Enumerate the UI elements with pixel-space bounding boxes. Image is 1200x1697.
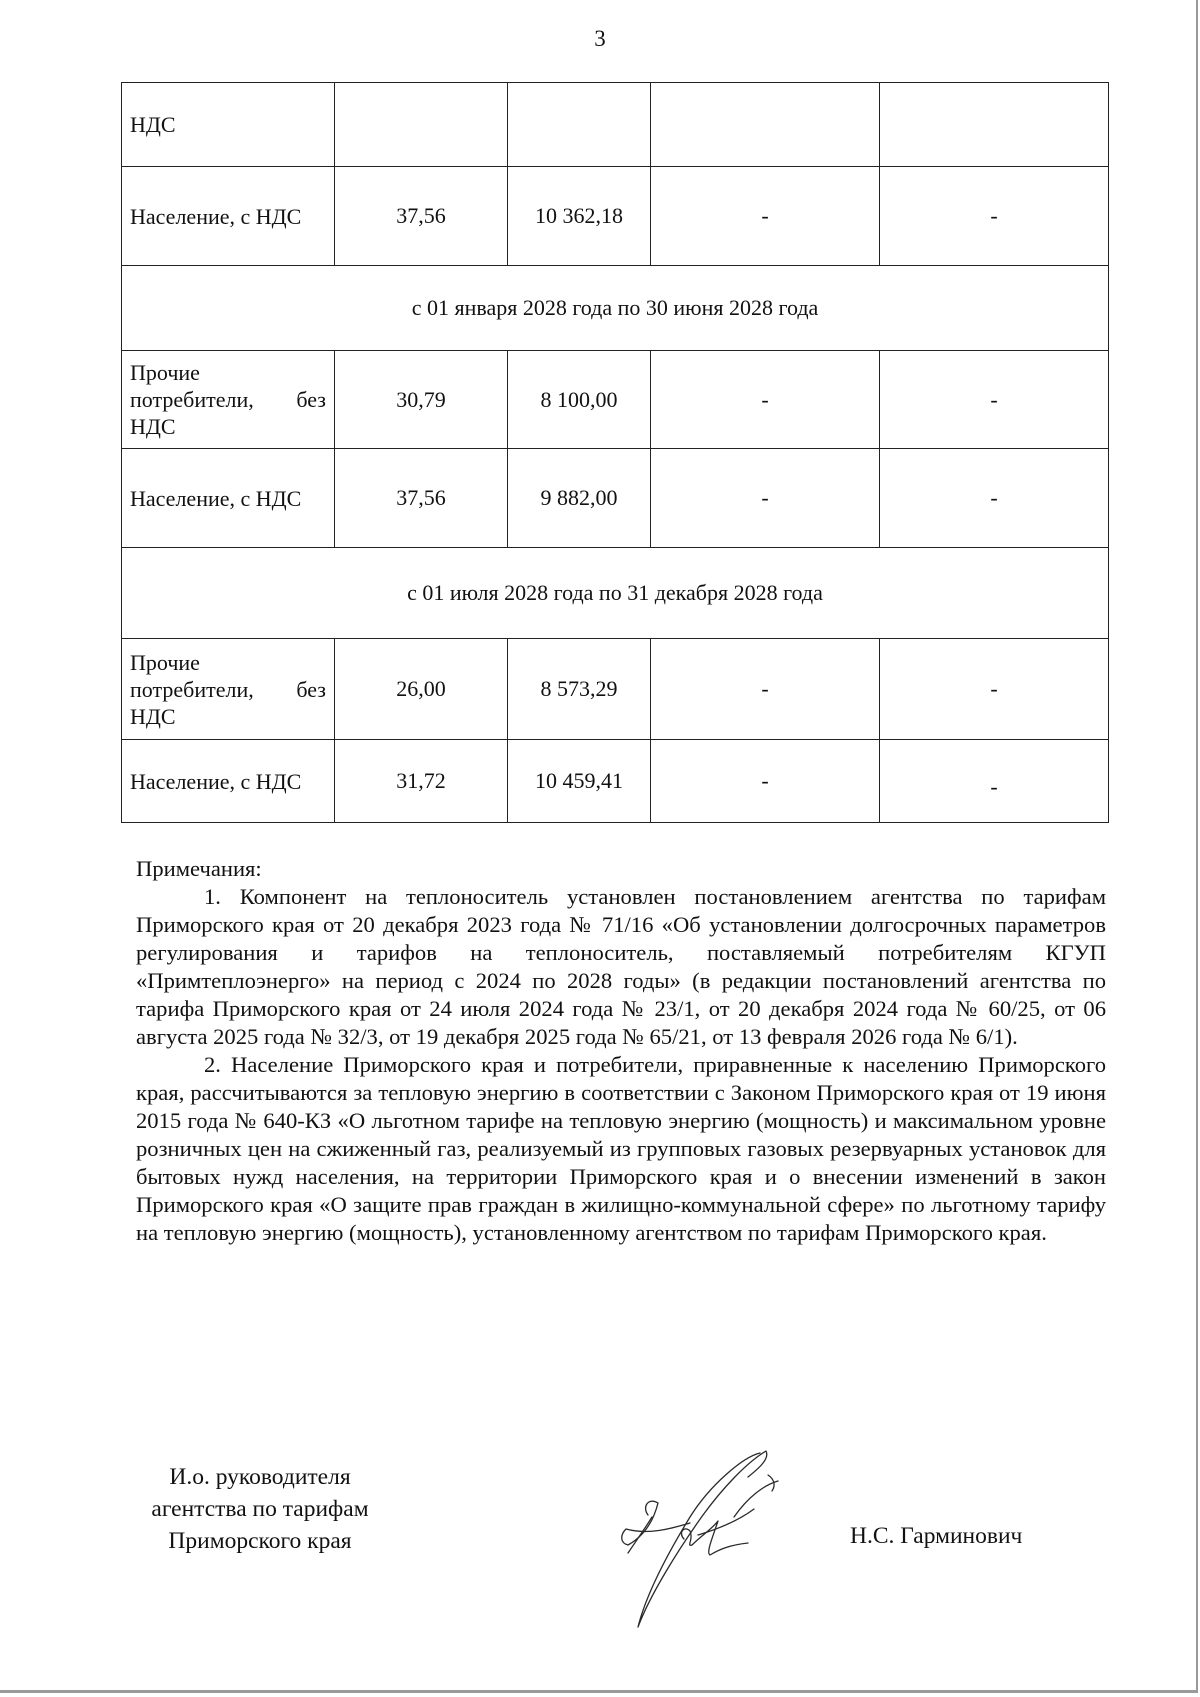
value-cell: 26,00 [335,639,508,740]
signatory-name: Н.С. Гарминович [850,1523,1023,1549]
period-heading: с 01 июля 2028 года по 31 декабря 2028 года [122,548,1109,639]
note-item: 2. Население Приморского края и потребители, приравненные к населению Приморского края, рассчитываются за тепловую энергию в соответствии с Законом Приморского края от 19 июня 2015 года № 640-КЗ «О льготном тарифе на тепловую энергию (мощность) и максимальном уровне розничных цен на сжиженный газ, реализуемый из групповых газовых резервуарных установок для бытовых нужд населения, на территории Приморского края и о внесении изменений в закон Приморского края «О защите прав граждан в жилищно-коммунальной сфере» по льготному тарифу на тепловую энергию (мощность), установленному агентством по тарифам Приморского края. [136,1052,1106,1245]
value-cell [508,83,651,167]
table-row [122,740,1109,823]
period-heading: с 01 января 2028 года по 30 июня 2028 года [122,266,1109,351]
value-cell: 37,56 [335,449,508,548]
value-cell: - [880,167,1109,266]
value-cell: 10 362,18 [508,167,651,266]
table-row [122,639,1109,740]
consumer-name-line: НДС [130,414,176,439]
value-cell [335,83,508,167]
value-cell: 30,79 [335,351,508,449]
value-cell: - [880,639,1109,740]
value-cell: - [651,639,880,740]
value-cell: - [651,740,880,823]
signatory-position-line: Приморского края [168,1528,352,1554]
note-item: 1. Компонент на теплоноситель установлен постановлением агентства по тарифам Приморского края от 20 декабря 2023 года № 71/16 «Об установлении долгосрочных параметров регулирования и тарифов на теплоноситель, поставляемый потребителям КГУП «Примтеплоэнерго» на период с 2024 по 2028 годы» (в редакции постановлений агентства по тарифа Приморского края от 24 июля 2024 года № 23/1, от 20 декабря 2024 года № 60/25, от 06 августа 2025 года № 32/3, от 19 декабря 2025 года № 65/21, от 13 февраля 2026 года № 6/1). [136,884,1106,1049]
value-cell: 10 459,41 [508,740,651,823]
value-cell [651,83,880,167]
value-cell: - [651,167,880,266]
consumer-name-line: НДС [130,112,176,137]
value-cell [880,83,1109,167]
table-row [122,351,1109,449]
value-cell: - [880,449,1109,548]
consumer-name-line: Население, с НДС [130,485,302,511]
consumer-name-line: НДС [130,703,176,729]
value-cell: 9 882,00 [508,449,651,548]
table-row [122,167,1109,266]
value-cell: - [651,449,880,548]
value-cell: - [880,351,1109,449]
page-number: 3 [594,26,606,51]
value-cell: 37,56 [335,167,508,266]
value-cell: 8 100,00 [508,351,651,449]
value-cell: 8 573,29 [508,639,651,740]
consumer-name-line: потребители, без [130,676,326,702]
consumer-name-line: Прочие [130,360,200,385]
consumer-name-line: потребители, без [130,387,326,412]
consumer-name-cell [122,83,335,167]
consumer-name-cell [122,449,335,548]
signatory-position-line: И.о. руководителя [169,1464,351,1490]
signatory-position-line: агентства по тарифам [151,1496,369,1522]
period-row [122,266,1109,351]
consumer-name-line: Прочие [130,649,200,675]
notes-title: Примечания: [136,856,262,881]
table-row [122,449,1109,548]
tariff-table [121,82,1109,823]
consumer-name-cell [122,167,335,266]
consumer-name-line: Население, с НДС [130,203,302,229]
value-cell: 31,72 [335,740,508,823]
period-row [122,548,1109,639]
notes-section [136,855,1106,1247]
table-row [122,83,1109,167]
consumer-name-line: Население, с НДС [130,768,302,794]
value-cell: - [651,351,880,449]
signatory-position [120,1461,400,1557]
consumer-name-cell [122,740,335,823]
handwritten-signature [598,1445,798,1635]
consumer-name-cell [122,351,335,449]
consumer-name-cell [122,639,335,740]
value-cell: - [880,740,1109,823]
